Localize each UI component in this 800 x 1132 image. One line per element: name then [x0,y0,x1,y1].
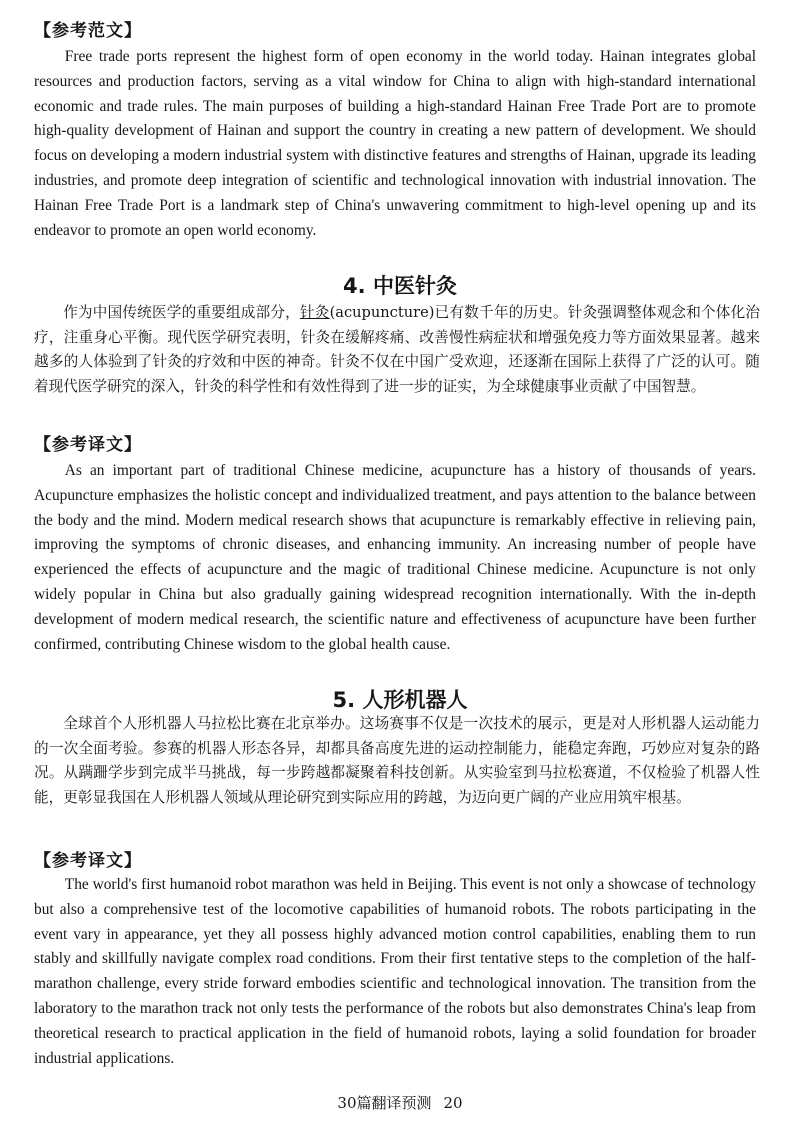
reference-essay-paragraph: Free trade ports represent the highest form of open economy in the world today. Hainan integrates global resources and production factors, serving as a vital window for China to align with high-standard international economic and trade rules. The main purposes of building a high-standard Hainan Free Trade Port are to promote high-quality development of Hainan and support the country in creating a new pattern of development. We should focus on developing a modern industrial system with distinctive features and strengths of Hainan, upgrade its leading industries, and promote deep integration of scientific and technological innovation with industrial innovation. The Hainan Free Trade Port is a landmark step of China's unwavering commitment to high-level opening up and its endeavor to promote an open world economy. [34,48,756,239]
source-text-lead: 作为中国传统医学的重要组成部分， [63,304,300,321]
section-4-translation: As an important part of traditional Chinese medicine, acupuncture has a history of thousands of years. Acupuncture emphasizes the holistic concept and individualized treatment, and pays attention to the balance between the body and the mind. Modern medical research shows that acupuncture is remarkably effective in relieving pain, improving the symptoms of chronic diseases, and enhancing immunity. An increasing number of people have experienced the effects of acupuncture and the magic of traditional Chinese medicine. Acupuncture is not only widely popular in China but also gradually gaining widespread recognition internationally. With the in-depth development of modern medical research, the scientific nature and effectiveness of acupuncture have been further confirmed, contributing Chinese wisdom to the global health cause. [34,462,756,653]
section-4-title: 4. 中医针灸 [343,274,457,298]
section-4-translation-label: 【参考译文】 [34,435,142,455]
page-footer [0,1092,800,1113]
section-5-source-text: 全球首个人形机器人马拉松比赛在北京举办。这场赛事不仅是一次技术的展示，更是对人形机器人运动能力的一次全面考验。参赛的机器人形态各异，却都具备高度先进的运动控制能力，能稳定奔跑，巧妙应对复杂的路况。从蹒跚学步到完成半马挑战，每一步跨越都凝聚着科技创新。从实验室到马拉松赛道，不仅检验了机器人性能，更彰显我国在人形机器人领域从理论研究到实际应用的跨越，为迈向更广阔的产业应用筑牢根基。 [34,715,760,806]
reference-essay-label: 【参考范文】 [34,21,142,41]
underlined-term: 针灸 [299,304,330,321]
section-4-source-text [34,301,760,399]
section-5-translation: The world's first humanoid robot marathon was held in Beijing. This event is not only a showcase of technology but also a comprehensive test of the locomotive capabilities of humanoid robots. The robots participating in the event vary in appearance, yet they all possess highly advanced motion control capabilities, enabling them to run stably and skillfully navigate complex road conditions. From their first tentative steps to the completion of the half-marathon challenge, every stride forward embodies scientific and technological innovation. The transition from the laboratory to the marathon track not only tests the performance of the robots but also demonstrates China's leap from theoretical research to practical application in the field of humanoid robots, laying a solid foundation for broader industrial applications. [34,876,756,1067]
footer-page-number: 20 [443,1094,463,1112]
footer-book-title: 30篇翻译预测 [337,1094,432,1112]
source-text-rest: (acupuncture)已有数千年的历史。针灸强调整体观念和个体化治疗，注重身心平衡。现代医学研究表明，针灸在缓解疼痛、改善慢性病症状和增强免疫力等方面效果显著。越来越多的人体验到了针灸的疗效和中医的神奇。针灸不仅在中国广受欢迎，还逐渐在国际上获得了广泛的认可。随着现代医学研究的深入，针灸的科学性和有效性得到了进一步的证实，为全球健康事业贡献了中国智慧。 [34,304,760,395]
section-5-translation-label: 【参考译文】 [34,851,142,871]
section-5-title: 5. 人形机器人 [332,688,468,712]
